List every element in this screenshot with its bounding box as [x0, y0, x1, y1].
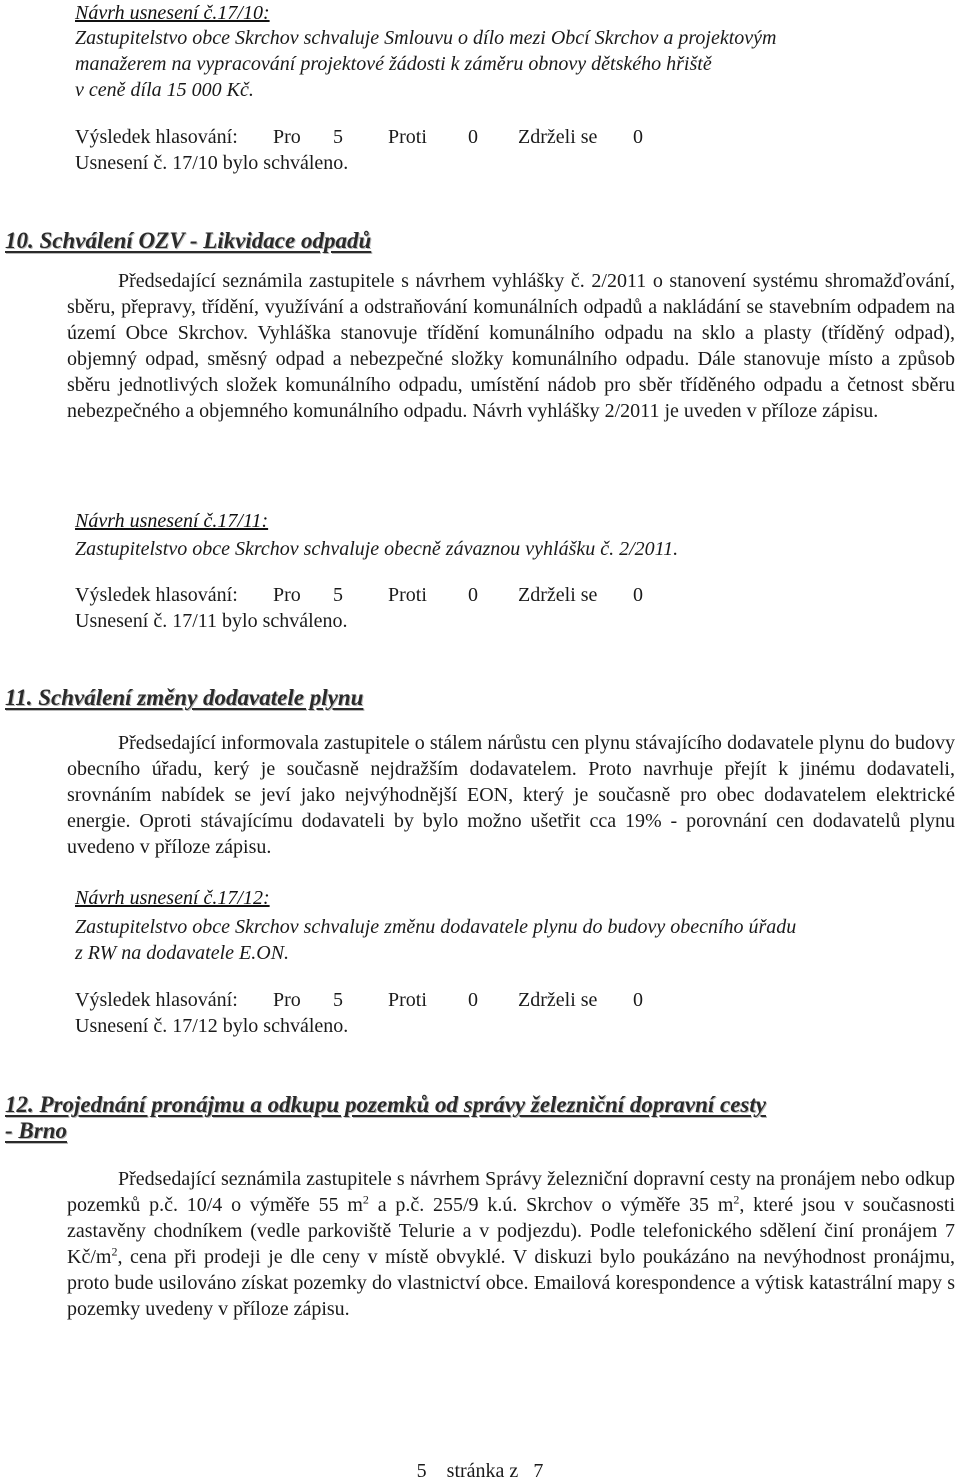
- resolution-line: manažerem na vypracování projektové žádosti k záměru obnovy dětského hřiště: [75, 53, 712, 75]
- draft-label: Návrh usnesení č.17/12:: [75, 887, 270, 909]
- vote-label: Výsledek hlasování:: [75, 989, 238, 1011]
- section-12-body: [67, 1166, 955, 1322]
- resolution-text-17-11: Zastupitelstvo obce Skrchov schvaluje obecně závaznou vyhlášku č. 2/2011.: [75, 538, 679, 560]
- section-heading-10: 10. Schválení OZV - Likvidace odpadů: [5, 228, 372, 253]
- vote-proti-count: 0: [468, 584, 478, 606]
- section-12-paragraph: [67, 1166, 955, 1322]
- superscript: 2: [362, 1192, 369, 1207]
- page-current: 5: [416, 1460, 427, 1482]
- superscript: 2: [733, 1192, 740, 1207]
- draft-resolution-17-11: [75, 510, 268, 533]
- draft-label: Návrh usnesení č.17/11:: [75, 510, 269, 532]
- vote-abstain: Zdrželi se: [518, 126, 598, 148]
- vote-label: Výsledek hlasování:: [75, 584, 238, 606]
- section-10-body: [67, 268, 955, 424]
- draft-label: Návrh usnesení č.17/10:: [75, 2, 270, 24]
- resolution-line: v ceně díla 15 000 Kč.: [75, 79, 254, 101]
- text-run: , které jsou v současnosti zastavěny chodníkem (vedle parkoviště Telurie a v podjezdu). Podle telefonického sdělení činí pronájem 7 Kč/m: [67, 1194, 956, 1268]
- vote-label: Výsledek hlasování:: [75, 126, 238, 148]
- resolution-line: z RW na dodavatele E.ON.: [75, 942, 290, 964]
- section-11-paragraph: Předsedající informovala zastupitele o stálem nárůstu cen plynu stávajícího dodavatele plynu do budovy obecního úřadu, kerý je současně nejdražším dodavatelem. Proto navrhuje přejít k jinému dodavateli, srovnáním nabídek se jeví jako nejvýhodnější EON, který je současně pro obec dodavatelem elektrické energie. Oproti stávajícímu dodavateli by bylo možno ušetřit cca 19% - porovnání cen dodavatelů plynu uvedeno v příloze zápisu.: [67, 732, 955, 858]
- draft-resolution-17-10: [75, 2, 270, 25]
- vote-pro-count: 5: [333, 584, 343, 606]
- vote-pro: Pro: [273, 584, 301, 606]
- page-of-label: stránka z: [446, 1460, 519, 1482]
- resolution-line: Zastupitelstvo obce Skrchov schvaluje změnu dodavatele plynu do budovy obecního úřadu: [75, 916, 797, 938]
- resolution-text-17-10: [75, 25, 776, 103]
- section-heading-12: [5, 1092, 766, 1144]
- vote-pro-count: 5: [333, 126, 343, 148]
- resolution-line: Zastupitelstvo obce Skrchov schvaluje Smlouvu o dílo mezi Obcí Skrchov a projektovým: [75, 27, 777, 49]
- vote-abstain: Zdrželi se: [518, 584, 598, 606]
- resolution-approved-17-11: Usnesení č. 17/11 bylo schváleno.: [75, 610, 348, 632]
- section-10-paragraph: Předsedající seznámila zastupitele s návrhem vyhlášky č. 2/2011 o stanovení systému shromažďování, sběru, přepravy, třídění, využívání a odstraňování komunálních odpadů a nakládání se stavebním odpadem na území Obce Skrchov. Vyhláška stanovuje třídění komunálního odpadu na sklo a plasty (tříděný odpad), objemný odpad, směsný odpad a nebezpečné složky komunálního odpadu. Dále stanovuje místo a způsob sběru jednotlivých složek komunálního odpadu, umístění nádob pro sběr tříděného odpadu a četnost sběru nebezpečného a objemného komunálního odpadu. Návrh vyhlášky 2/2011 je uveden v příloze zápisu.: [67, 270, 955, 422]
- vote-abstain: Zdrželi se: [518, 989, 598, 1011]
- page-total: 7: [533, 1460, 544, 1482]
- vote-proti-count: 0: [468, 126, 478, 148]
- vote-proti: Proti: [388, 989, 427, 1011]
- vote-abstain-count: 0: [633, 126, 643, 148]
- superscript: 2: [111, 1244, 118, 1259]
- resolution-text-17-12: [75, 914, 796, 966]
- draft-resolution-17-12: [75, 887, 270, 910]
- heading-line: 12. Projednání pronájmu a odkupu pozemků od správy železniční dopravní cesty: [5, 1092, 766, 1117]
- vote-pro-count: 5: [333, 989, 343, 1011]
- text-run: , cena při prodeji je dle ceny v místě obvyklé. V diskuzi bylo poukázáno na nevýhodnost pronájmu, proto bude usilováno získat pozemky do vlastnictví obce. Emailová korespondence a výtisk katastrální mapy s pozemky uvedeny v příloze zápisu.: [67, 1246, 955, 1320]
- vote-proti: Proti: [388, 126, 427, 148]
- text-run: a p.č. 255/9 k.ú. Skrchov o výměře 35 m: [368, 1194, 734, 1216]
- vote-abstain-count: 0: [633, 989, 643, 1011]
- vote-pro: Pro: [273, 126, 301, 148]
- vote-proti: Proti: [388, 584, 427, 606]
- section-11-body: [67, 730, 955, 860]
- vote-abstain-count: 0: [633, 584, 643, 606]
- vote-proti-count: 0: [468, 989, 478, 1011]
- resolution-approved-17-12: Usnesení č. 17/12 bylo schváleno.: [75, 1015, 349, 1037]
- section-heading-11: 11. Schválení změny dodavatele plynu: [5, 685, 364, 710]
- heading-line: - Brno: [5, 1118, 67, 1143]
- vote-pro: Pro: [273, 989, 301, 1011]
- resolution-approved-17-10: Usnesení č. 17/10 bylo schváleno.: [75, 152, 349, 174]
- text-run: Předsedající seznámila zastupitele s návrhem Správy železniční dopravní cesty na pronájem nebo odkup pozemků p.č. 10/4 o výměře 55 m: [67, 1168, 955, 1216]
